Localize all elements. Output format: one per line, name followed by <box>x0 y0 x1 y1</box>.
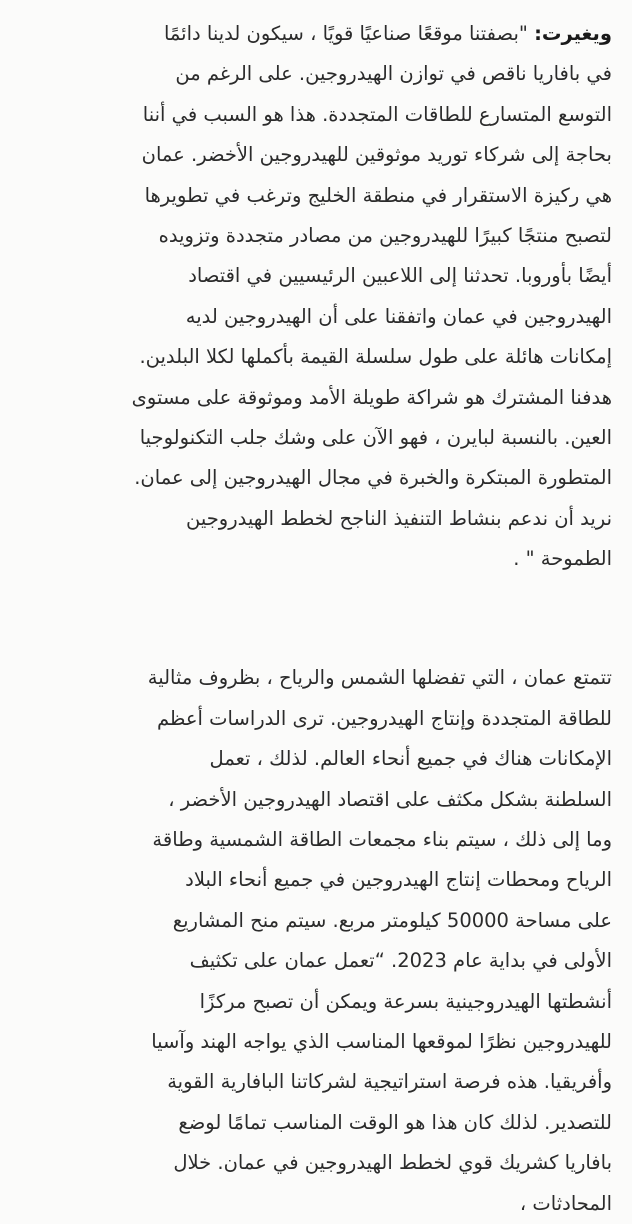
paragraph-line: المتطورة المبتكرة والخبرة في مجال الهيدروجين إلى عمان. <box>134 466 612 490</box>
paragraph-line: وأفريقيا. هذه فرصة استراتيجية لشركاتنا البافارية القوية <box>167 1070 612 1094</box>
paragraph-line: بافاريا كشريك قوي لخطط الهيدروجين في عمان. خلال <box>173 1151 612 1175</box>
paragraph-line: التوسع المتسارع للطاقات المتجددة. هذا هو السبب في أننا <box>142 102 612 126</box>
paragraph-line: أيضًا بأوروبا. تحدثنا إلى اللاعبين الرئيسيين في اقتصاد <box>188 264 612 288</box>
oman-paragraph <box>20 658 612 1223</box>
paragraph-line: بحاجة إلى شركاء توريد موثوقين للهيدروجين الأخضر. عمان <box>141 143 612 167</box>
paragraph-line: الهيدروجين في عمان واتفقنا على أن الهيدروجين لديه <box>185 304 612 328</box>
paragraph-line: إمكانات هائلة على طول سلسلة القيمة بأكملها لكلا البلدين. <box>139 345 612 369</box>
paragraph-line: في بافاريا ناقص في توازن الهيدروجين. على الرغم من <box>175 62 612 86</box>
paragraph-line: على مساحة 50000 كيلومتر مربع. سيتم منح المشاريع <box>172 908 612 932</box>
paragraph-line: نريد أن ندعم بنشاط التنفيذ الناجح لخطط الهيدروجين <box>186 506 612 530</box>
paragraph-line: للتصدير. لذلك كان هذا هو الوقت المناسب تمامًا لوضع <box>178 1110 612 1134</box>
paragraph-line: تتمتع عمان ، التي تفضلها الشمس والرياح ، بظروف مثالية <box>147 666 612 690</box>
quote-paragraph <box>20 14 612 579</box>
paragraph-line: أنشطتها الهيدروجينية بسرعة ويمكن أن تصبح مركزًا <box>199 989 612 1013</box>
paragraph-line: العين. بالنسبة لبايرن ، فهو الآن على وشك جلب التكنولوجيا <box>139 425 612 449</box>
paragraph-line: للطاقة المتجددة وإنتاج الهيدروجين. ترى الدراسات أعظم <box>156 706 612 730</box>
paragraph-line: هي ركيزة الاستقرار في منطقة الخليج وترغب في تطويرها <box>144 183 612 207</box>
paragraph-line: الإمكانات هناك في جميع أنحاء العالم. لذلك ، تعمل <box>209 747 612 771</box>
paragraph-line: الطموحة " . <box>513 547 612 571</box>
paragraph-line: المحادثات ، <box>519 1191 612 1215</box>
paragraph-line: لتصبح منتجًا كبيرًا للهيدروجين من مصادر متجددة وتزويده <box>158 223 612 247</box>
paragraph-line: السلطنة بشكل مكثف على اقتصاد الهيدروجين الأخضر ، <box>168 787 612 811</box>
paragraph-line: هدفنا المشترك هو شراكة طويلة الأمد وموثوقة على مستوى <box>131 385 612 409</box>
paragraph-line: وما إلى ذلك ، سيتم بناء مجمعات الطاقة الشمسية وطاقة <box>152 828 612 852</box>
paragraph-line: للهيدروجين نظرًا لموقعها المناسب الذي يواجه الهند وآسيا <box>151 1029 612 1053</box>
paragraph-spacer <box>20 579 612 658</box>
speaker-name: ويغيرت: <box>534 22 612 45</box>
paragraph-line: ويغيرت: "بصفتنا موقعًا صناعيًا قويًا ، سيكون لدينا دائمًا <box>163 22 612 45</box>
paragraph-line: الرياح ومحطات إنتاج الهيدروجين في جميع أنحاء البلاد <box>185 868 612 892</box>
paragraph-line: الأولى في بداية عام 2023. “تعمل عمان على تكثيف <box>189 949 612 973</box>
